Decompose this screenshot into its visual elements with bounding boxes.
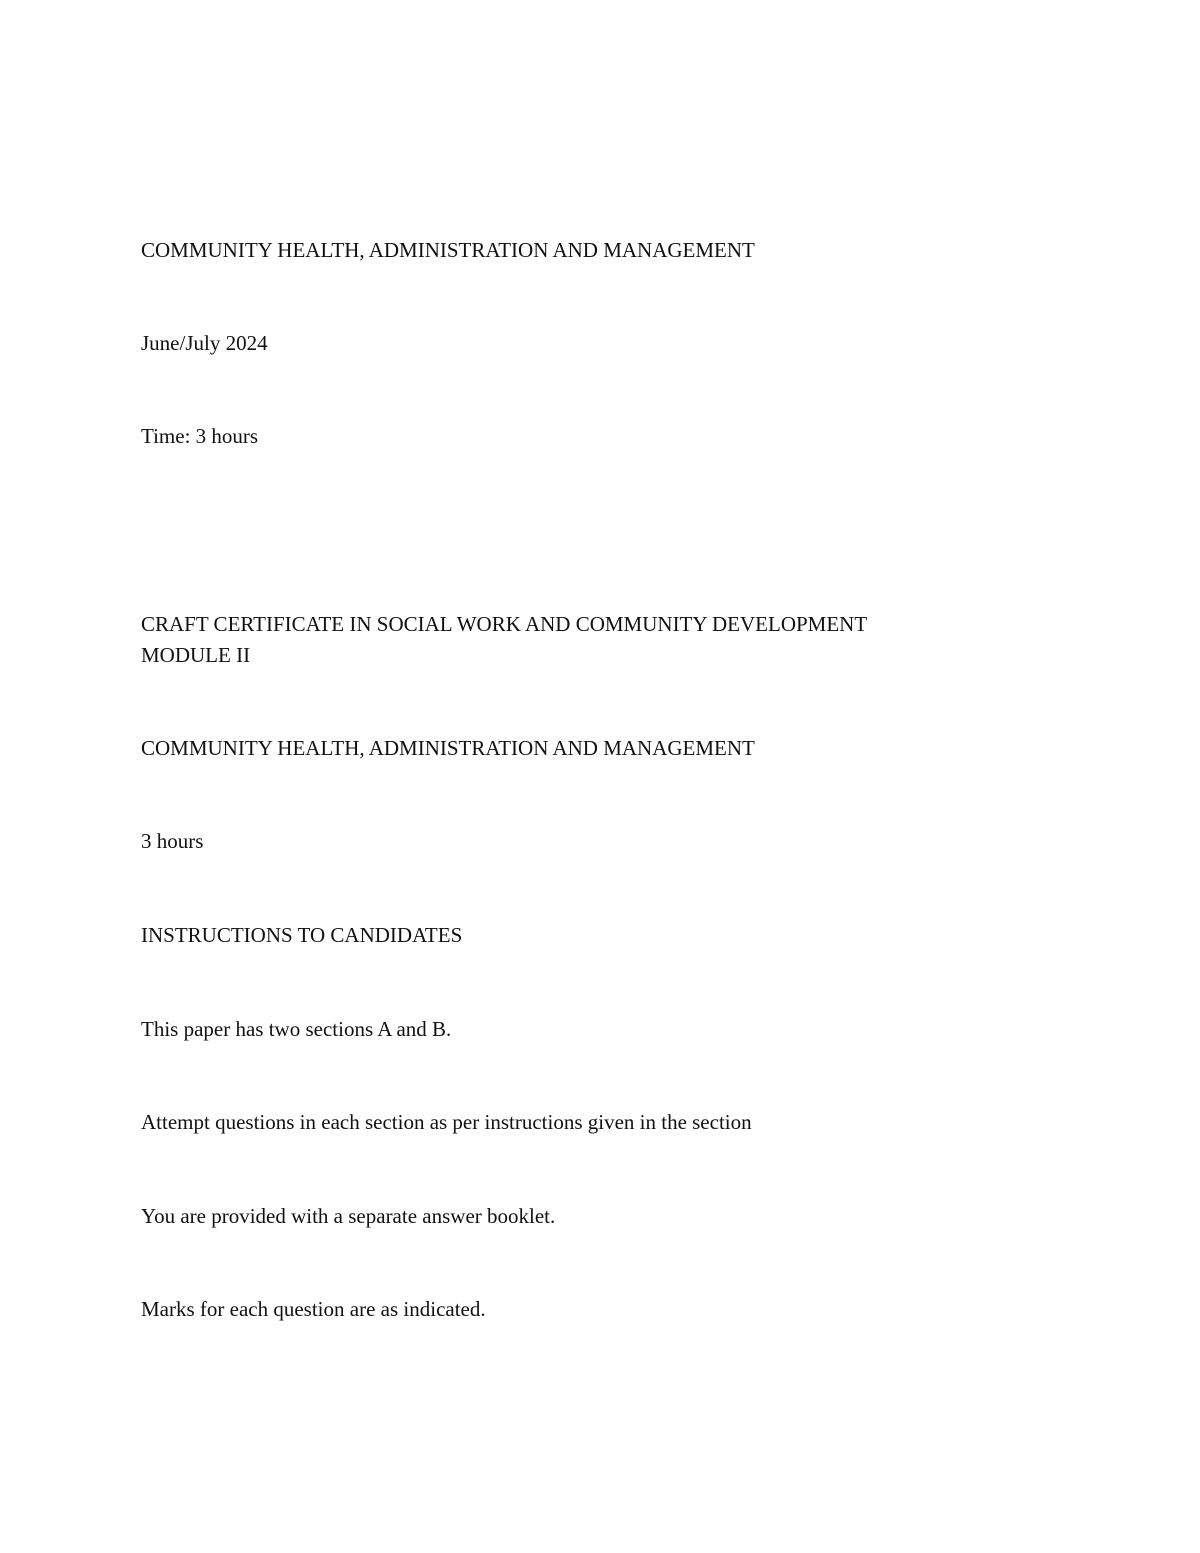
header-title: COMMUNITY HEALTH, ADMINISTRATION AND MANAGEMENT — [141, 238, 755, 262]
paper-title: COMMUNITY HEALTH, ADMINISTRATION AND MANAGEMENT — [141, 736, 755, 760]
instruction-item: You are provided with a separate answer booklet. — [141, 1204, 556, 1228]
time-allowed: Time: 3 hours — [141, 424, 259, 448]
exam-period: June/July 2024 — [141, 331, 268, 355]
instruction-item: Marks for each question are as indicated. — [141, 1297, 486, 1321]
duration: 3 hours — [141, 829, 204, 853]
course-title-line-2: MODULE II — [141, 643, 251, 667]
instruction-item: This paper has two sections A and B. — [141, 1017, 452, 1041]
instructions-heading: INSTRUCTIONS TO CANDIDATES — [141, 923, 463, 947]
instruction-item: Attempt questions in each section as per instructions given in the section — [141, 1110, 752, 1134]
course-title-line-1: CRAFT CERTIFICATE IN SOCIAL WORK AND COMMUNITY DEVELOPMENT — [141, 612, 868, 636]
